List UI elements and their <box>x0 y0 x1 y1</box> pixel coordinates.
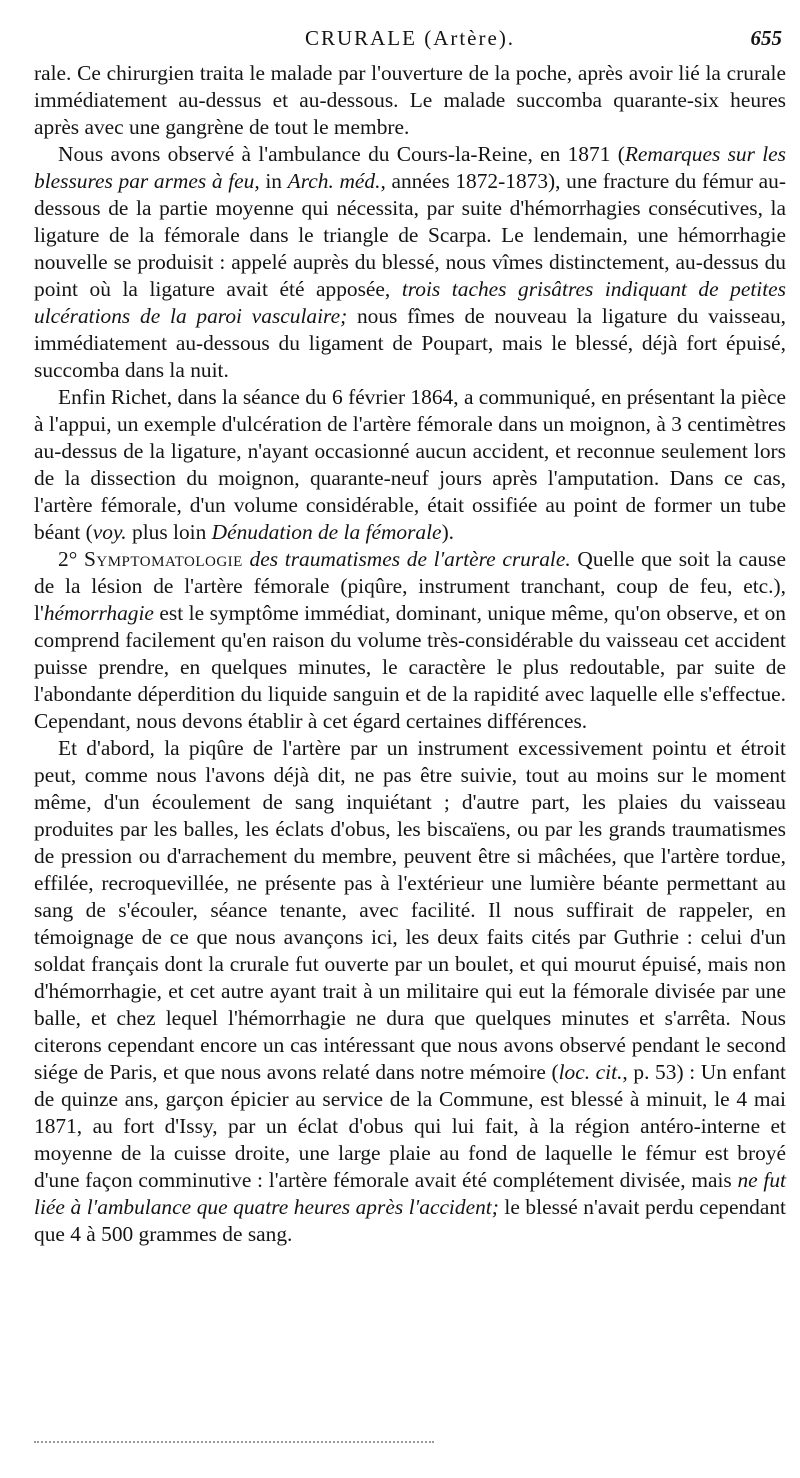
footer-dotted-rule <box>34 1441 434 1443</box>
paragraph-2-text-g: nous fîmes de nouveau la ligature du vaisseau, immédiatement au-dessous du ligament de Poupart, mais le blessé, déjà fort épuisé, succomba dans la nuit. <box>34 304 786 382</box>
page-header <box>34 26 786 60</box>
section-heading: Symptomatologie <box>83 547 243 571</box>
paragraph-4-text-e: Quelle que soit la cause de la lésion de l'artère fémorale (piqûre, instrument tranchant, coup de feu, etc.), l' <box>34 547 786 625</box>
paragraph-4 <box>34 546 786 735</box>
journal-name: Arch. méd. <box>287 169 381 193</box>
paragraph-5-text-a: Et d'abord, la piqûre de l'artère par un instrument excessivement pointu et étroit peut, comme nous l'avons déjà dit, ne pas être suivie, tout au moins sur le moment même, d'un écoulement de sang inquiétant ; d'autre part, les plaies du vaisseau produites par les balles, les éclats d'obus, les biscaïens, ou par les grands traumatismes de pression ou d'arrachement du membre, peuvent être si mâchées, que l'artère tordue, effilée, recroquevillée, ne présente pas à l'extérieur une lumière béante permettant au sang de s'écouler, séance tenante, avec facilité. Il nous suffirait de rappeler, en témoignage de ce que nous avançons ici, les deux faits cités par Guthrie : celui d'un soldat français dont la crurale fut ouverte par un boulet, et qui mourut épuisé, mais non d'hémorrhagie, et cet autre ayant trait à un militaire qui eut la fémorale divisée par une balle, et chez lequel l'hémorrhagie ne dura que quelques minutes et s'arrêta. Nous citerons cependant encore un cas intéressant que nous avons observé pendant le second siége de Paris, et que nous avons relaté dans notre mémoire ( <box>34 736 786 1084</box>
emphasis-ligature-delay: ne fut liée à l'ambulance que quatre heures après l'accident; <box>34 1168 787 1219</box>
cross-reference: Dénudation de la fémorale <box>211 520 442 544</box>
paragraph-1: rale. Ce chirurgien traita le malade par l'ouverture de la poche, après avoir lié la crurale immédiatement au-dessus et au-dessous. Le malade succomba quarante-six heures après avec une gangrène de tout le membre. <box>34 61 786 139</box>
paragraph-5-text-c: , p. 53) : Un enfant de quinze ans, garçon épicier au service de la Commune, est blessé à minuit, le 4 mai 1871, au fort d'Issy, par un éclat d'obus qui lui fait, à la région antéro-interne et moyenne de la cuisse droite, une large plaie au fond de laquelle le fémur est broyé d'une façon comminutive : l'artère fémorale avait été complétement divisée, mais <box>34 1060 786 1192</box>
paragraph-4-text-c <box>243 547 250 571</box>
paragraph-5-text-e: le blessé n'avait perdu cependant que 4 à 500 grammes de sang. <box>34 1195 786 1246</box>
paragraph-2-text-e: , années 1872-1873), une fracture du fémur au-dessous de la partie moyenne qui nécessita, par suite d'hémorrhagies consécutives, la ligature de la fémorale dans le triangle de Scarpa. Le lendemain, une hémorrhagie nouvelle se produisit : appelé auprès du blessé, nous vîmes distinctement, au-dessus du point où la ligature avait été apposée, <box>34 169 786 301</box>
section-number: 2° <box>58 547 84 571</box>
emphasis-ulcerations: trois taches grisâtres indiquant de petites ulcérations de la paroi vasculaire; <box>34 277 787 328</box>
voy-abbrev: voy. <box>92 520 127 544</box>
paragraph-4-text-g: est le symptôme immédiat, dominant, unique même, qu'on observe, et on comprend facilement qu'en raison du volume très-considérable du vaisseau cet accident puisse prendre, en quelques minutes, le caractère le plus redoutable, par suite de l'abondante déperdition du liquide sanguin et de la rapidité avec laquelle elle s'effectue. Cependant, nous devons établir à cet égard certaines différences. <box>34 601 786 733</box>
page-number: 655 <box>750 26 782 50</box>
emphasis-hemorrhagie: hémorrhagie <box>43 601 154 625</box>
paragraph-2-text-c: in <box>259 169 288 193</box>
loc-cit-abbrev: loc. cit. <box>558 1060 623 1084</box>
paragraph-3-text-c: plus loin <box>126 520 212 544</box>
paragraph-3-text-a: Enfin Richet, dans la séance du 6 février 1864, a communiqué, en présentant la pièce à l'appui, un exemple d'ulcération de l'artère fémorale dans un moignon, à 3 centimètres au-dessus de la ligature, n'ayant occasionné aucun accident, et reconnue seulement lors de la dissection du moignon, quarante-neuf jours après l'amputation. Dans ce cas, l'artère fémorale, d'un volume considérable, était ossifiée au point de former un tube béant ( <box>34 385 786 544</box>
paragraph-2 <box>34 141 786 384</box>
citation-title: Remarques sur les blessures par armes à feu, <box>34 142 786 193</box>
body-text <box>34 60 786 1248</box>
paragraph-5 <box>34 735 786 1248</box>
paragraph-3 <box>34 384 786 546</box>
paragraph-3-text-e: ). <box>441 520 455 544</box>
section-subheading: des traumatismes de l'artère crurale. <box>249 547 571 571</box>
running-head: CRURALE (Artère). <box>304 26 516 50</box>
paragraph-2-text-a: Nous avons observé à l'ambulance du Cours-la-Reine, en 1871 ( <box>58 142 625 166</box>
